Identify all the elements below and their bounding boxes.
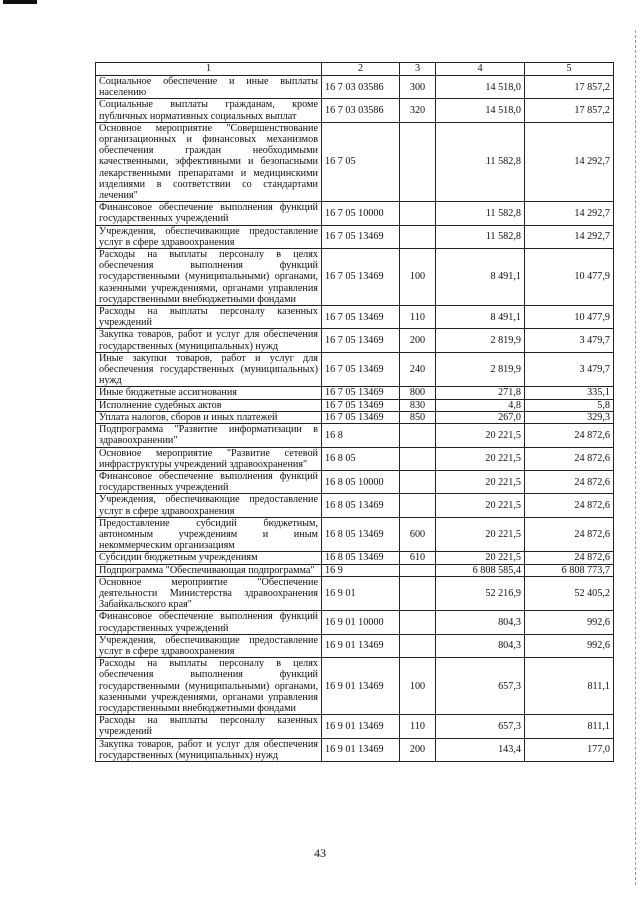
row-name: Расходы на выплаты персоналу в целях обеспечения выполнения функций государственными (муниципальными) органами, казенными учреждениями, органами управления государственными внебюджетными фондами: [96, 658, 322, 715]
budget-code: 16 9 01: [322, 576, 400, 611]
table-row: [96, 399, 614, 411]
table-row: [96, 225, 614, 248]
amount-year-1: 20 221,5: [436, 552, 525, 564]
budget-code: 16 7 05 13469: [322, 399, 400, 411]
column-header: 5: [525, 63, 614, 76]
amount-year-1: 804,3: [436, 634, 525, 657]
table-row: [96, 738, 614, 761]
table-row: [96, 249, 614, 306]
amount-year-2: 992,6: [525, 634, 614, 657]
row-name: Финансовое обеспечение выполнения функций государственных учреждений: [96, 470, 322, 493]
expense-type: 600: [400, 517, 436, 552]
row-name: Подпрограмма "Развитие информатизации в здравоохранении": [96, 424, 322, 447]
expense-type: 240: [400, 352, 436, 387]
table-row: [96, 352, 614, 387]
row-name: Предоставление субсидий бюджетным, автономным учреждениям и иным некоммерческим организациям: [96, 517, 322, 552]
row-name: Учреждения, обеспечивающие предоставление услуг в сфере здравоохранения: [96, 494, 322, 517]
table-row: [96, 517, 614, 552]
budget-code: 16 7 05 13469: [322, 249, 400, 306]
amount-year-1: 657,3: [436, 658, 525, 715]
row-name: Финансовое обеспечение выполнения функций государственных учреждений: [96, 611, 322, 634]
table-row: [96, 611, 614, 634]
table-row: [96, 76, 614, 99]
column-header: 2: [322, 63, 400, 76]
amount-year-2: 329,3: [525, 411, 614, 423]
table-row: [96, 658, 614, 715]
amount-year-2: 14 292,7: [525, 122, 614, 201]
expense-type: [400, 494, 436, 517]
expense-type: 300: [400, 76, 436, 99]
expense-type: [400, 225, 436, 248]
amount-year-2: 24 872,6: [525, 424, 614, 447]
row-name: Учреждения, обеспечивающие предоставление услуг в сфере здравоохранения: [96, 634, 322, 657]
amount-year-1: 6 808 585,4: [436, 564, 525, 576]
amount-year-1: 11 582,8: [436, 202, 525, 225]
budget-code: 16 8 05 13469: [322, 552, 400, 564]
budget-code: 16 7 05 13469: [322, 352, 400, 387]
row-name: Исполнение судебных актов: [96, 399, 322, 411]
amount-year-2: 14 292,7: [525, 225, 614, 248]
table-row: [96, 202, 614, 225]
budget-code: 16 9 01 13469: [322, 658, 400, 715]
budget-code: 16 7 05 13469: [322, 225, 400, 248]
row-name: Учреждения, обеспечивающие предоставление услуг в сфере здравоохранения: [96, 225, 322, 248]
expense-type: 830: [400, 399, 436, 411]
row-name: Иные закупки товаров, работ и услуг для обеспечения государственных (муниципальных) нужд: [96, 352, 322, 387]
amount-year-1: 11 582,8: [436, 122, 525, 201]
amount-year-2: 811,1: [525, 715, 614, 738]
budget-code: 16 7 05 13469: [322, 411, 400, 423]
expense-type: [400, 122, 436, 201]
expense-type: [400, 634, 436, 657]
table-header-row: [96, 63, 614, 76]
amount-year-2: 3 479,7: [525, 329, 614, 352]
row-name: Основное мероприятие "Совершенствование организационных и финансовых механизмов обеспечения граждан необходимыми качественными, эффективными и безопасными лекарственными препаратами и медицинскими изделиями в соответствии со стандартами лечения": [96, 122, 322, 201]
table-row: [96, 564, 614, 576]
expense-type: [400, 576, 436, 611]
amount-year-1: 4,8: [436, 399, 525, 411]
amount-year-1: 8 491,1: [436, 306, 525, 329]
table-row: [96, 715, 614, 738]
row-name: Расходы на выплаты персоналу казенных учреждений: [96, 306, 322, 329]
budget-code: 16 7 03 03586: [322, 99, 400, 122]
expense-type: 100: [400, 249, 436, 306]
expense-type: 110: [400, 715, 436, 738]
amount-year-1: 267,0: [436, 411, 525, 423]
expense-type: 110: [400, 306, 436, 329]
amount-year-2: 5,8: [525, 399, 614, 411]
amount-year-2: 52 405,2: [525, 576, 614, 611]
amount-year-2: 17 857,2: [525, 76, 614, 99]
table-row: [96, 122, 614, 201]
amount-year-2: 10 477,9: [525, 249, 614, 306]
amount-year-1: 14 518,0: [436, 76, 525, 99]
expense-type: [400, 424, 436, 447]
column-header: 4: [436, 63, 525, 76]
table-row: [96, 447, 614, 470]
amount-year-2: 17 857,2: [525, 99, 614, 122]
expense-type: [400, 564, 436, 576]
row-name: Закупка товаров, работ и услуг для обеспечения государственных (муниципальных) нужд: [96, 738, 322, 761]
table-row: [96, 576, 614, 611]
column-header: 1: [96, 63, 322, 76]
amount-year-2: 335,1: [525, 387, 614, 399]
row-name: Финансовое обеспечение выполнения функций государственных учреждений: [96, 202, 322, 225]
amount-year-2: 6 808 773,7: [525, 564, 614, 576]
table-row: [96, 411, 614, 423]
expense-type: 610: [400, 552, 436, 564]
budget-code: 16 8: [322, 424, 400, 447]
amount-year-1: 143,4: [436, 738, 525, 761]
table-row: [96, 634, 614, 657]
row-name: Расходы на выплаты персоналу в целях обеспечения выполнения функций государственными (муниципальными) органами, казенными учреждениями, органами управления государственными внебюджетными фондами: [96, 249, 322, 306]
amount-year-2: 3 479,7: [525, 352, 614, 387]
amount-year-1: 11 582,8: [436, 225, 525, 248]
table-row: [96, 329, 614, 352]
budget-code: 16 8 05 10000: [322, 470, 400, 493]
budget-code: 16 8 05: [322, 447, 400, 470]
table-row: [96, 424, 614, 447]
budget-code: 16 7 05 13469: [322, 306, 400, 329]
amount-year-1: 657,3: [436, 715, 525, 738]
page-number: 43: [314, 846, 326, 860]
budget-code: 16 7 05 13469: [322, 387, 400, 399]
expense-type: 200: [400, 738, 436, 761]
amount-year-2: 992,6: [525, 611, 614, 634]
amount-year-2: 10 477,9: [525, 306, 614, 329]
scan-corner-mark: [3, 0, 37, 4]
budget-code: 16 7 05 10000: [322, 202, 400, 225]
row-name: Социальное обеспечение и иные выплаты населению: [96, 76, 322, 99]
scan-edge-line: [635, 30, 637, 885]
amount-year-1: 20 221,5: [436, 470, 525, 493]
amount-year-1: 20 221,5: [436, 517, 525, 552]
table-row: [96, 494, 614, 517]
amount-year-1: 20 221,5: [436, 494, 525, 517]
row-name: Иные бюджетные ассигнования: [96, 387, 322, 399]
table-row: [96, 552, 614, 564]
row-name: Субсидии бюджетным учреждениям: [96, 552, 322, 564]
amount-year-1: 2 819,9: [436, 329, 525, 352]
expense-type: 100: [400, 658, 436, 715]
budget-code: 16 8 05 13469: [322, 494, 400, 517]
budget-code: 16 7 05: [322, 122, 400, 201]
amount-year-1: 20 221,5: [436, 424, 525, 447]
amount-year-1: 20 221,5: [436, 447, 525, 470]
row-name: Уплата налогов, сборов и иных платежей: [96, 411, 322, 423]
budget-code: 16 7 05 13469: [322, 329, 400, 352]
row-name: Основное мероприятие "Обеспечение деятельности Министерства здравоохранения Забайкальского края": [96, 576, 322, 611]
row-name: Социальные выплаты гражданам, кроме публичных нормативных социальных выплат: [96, 99, 322, 122]
amount-year-1: 2 819,9: [436, 352, 525, 387]
table-row: [96, 99, 614, 122]
budget-code: 16 8 05 13469: [322, 517, 400, 552]
expense-type: [400, 202, 436, 225]
amount-year-1: 271,8: [436, 387, 525, 399]
budget-code: 16 9 01 10000: [322, 611, 400, 634]
expense-type: [400, 470, 436, 493]
amount-year-2: 24 872,6: [525, 470, 614, 493]
table-row: [96, 387, 614, 399]
budget-code: 16 9 01 13469: [322, 634, 400, 657]
amount-year-1: 52 216,9: [436, 576, 525, 611]
row-name: Расходы на выплаты персоналу казенных учреждений: [96, 715, 322, 738]
column-header: 3: [400, 63, 436, 76]
amount-year-1: 804,3: [436, 611, 525, 634]
expense-type: [400, 447, 436, 470]
row-name: Закупка товаров, работ и услуг для обеспечения государственных (муниципальных) нужд: [96, 329, 322, 352]
table-row: [96, 470, 614, 493]
amount-year-2: 24 872,6: [525, 517, 614, 552]
amount-year-1: 14 518,0: [436, 99, 525, 122]
amount-year-2: 24 872,6: [525, 494, 614, 517]
table-row: [96, 306, 614, 329]
amount-year-2: 24 872,6: [525, 552, 614, 564]
amount-year-2: 14 292,7: [525, 202, 614, 225]
amount-year-2: 177,0: [525, 738, 614, 761]
budget-code: 16 9: [322, 564, 400, 576]
amount-year-2: 811,1: [525, 658, 614, 715]
budget-code: 16 9 01 13469: [322, 738, 400, 761]
expense-type: 200: [400, 329, 436, 352]
amount-year-1: 8 491,1: [436, 249, 525, 306]
budget-code: 16 9 01 13469: [322, 715, 400, 738]
row-name: Основное мероприятие "Развитие сетевой инфраструктуры учреждений здравоохранения": [96, 447, 322, 470]
amount-year-2: 24 872,6: [525, 447, 614, 470]
budget-code: 16 7 03 03586: [322, 76, 400, 99]
expense-type: 320: [400, 99, 436, 122]
expense-type: 800: [400, 387, 436, 399]
expense-type: 850: [400, 411, 436, 423]
expense-type: [400, 611, 436, 634]
budget-table: [95, 62, 614, 762]
row-name: Подпрограмма "Обеспечивающая подпрограмма": [96, 564, 322, 576]
